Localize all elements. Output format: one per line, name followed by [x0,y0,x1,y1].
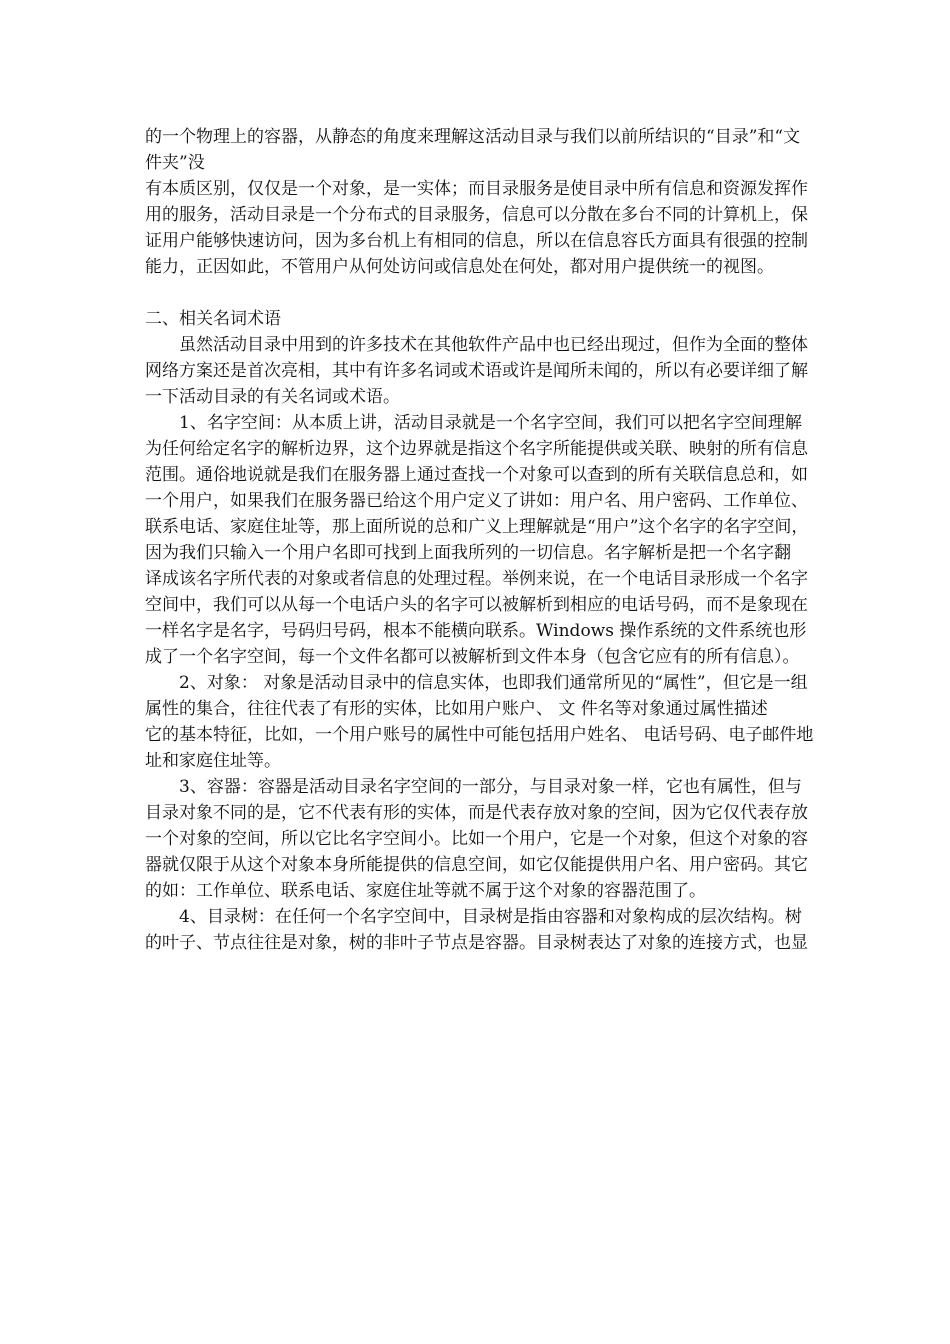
paragraph: 译成该名字所代表的对象或者信息的处理过程。举例来说，在一个电话目录形成一个名字空间中，我们可以从每一个电话户头的名字可以被解析到相应的电话号码，而不是象现在 [145,569,808,615]
paragraph: 它的基本特征，比如，一个用户账号的属性中可能包括用户姓名、 电话号码、电子邮件地址和家庭住址等。 [145,725,814,771]
paragraph: 一个对象的空间，所以它比名字空间小。比如一个用户，它是一个对象，但这个对象的容器就仅限于从这个对象本身所能提供的信息空间，如它仅能提供用户名、用户密码。其它 [145,829,808,875]
paragraph: 联系电话、家庭住址等，那上面所说的总和广义上理解就是“用户”这个名字的名字空间，因为我们只输入一个用户名即可找到上面我所列的一切信息。名字解析是把一个名字翻 [145,517,809,563]
paragraph: 的如：工作单位、联系电话、家庭住址等就不属于这个对象的容器范围了。 [145,881,706,901]
blank-line [145,280,815,306]
section-heading: 二、相关名词术语 [145,309,281,329]
paragraph: 证用户能够快速访问，因为多台机上有相同的信息，所以在信息容氏方面具有很强的控制能力，正因如此，不管用户从何处访问或信息处在何处，都对用户提供统一的视图。 [145,231,808,277]
document-body [145,124,815,956]
paragraph: 范围。通俗地说就是我们在服务器上通过查找一个对象可以查到的所有关联信息总和，如一个用户，如果我们在服务器已给这个用户定义了讲如：用户名、用户密码、工作单位、 [145,465,808,511]
paragraph-term-directory-tree: 4、目录树：在任何一个名字空间中，目录树是指由容器和对象构成的层次结构。树的叶子、节点往往是对象，树的非叶子节点是容器。目录树表达了对象的连接方式，也显 [145,907,808,953]
paragraph: 的一个物理上的容器，从静态的角度来理解这活动目录与我们以前所结识的“目录”和“文件夹”没 [145,127,801,173]
paragraph-term-container: 3、容器：容器是活动目录名字空间的一部分，与目录对象一样，它也有属性，但与目录对象不同的是，它不代表有形的实体，而是代表存放对象的空间，因为它仅代表存放 [145,777,808,823]
paragraph-term-object: 2、对象： 对象是活动目录中的信息实体，也即我们通常所见的“属性”，但它是一组属性的集合，往往代表了有形的实体，比如用户账户、 文 件名等对象通过属性描述 [145,673,808,719]
paragraph: 一样名字是名字，号码归号码，根本不能横向联系。Windows 操作系统的文件系统也形成了一个名字空间，每一个文件名都可以被解析到文件本身（包含它应有的所有信息）。 [145,621,807,667]
paragraph: 一下活动目录的有关名词或术语。 [145,387,400,407]
paragraph: 虽然活动目录中用到的许多技术在其他软件产品中也已经出现过，但作为全面的整体网络方案还是首次亮相，其中有许多名词或术语或许是闻所未闻的，所以有必要详细了解 [145,335,808,381]
paragraph: 有本质区别，仅仅是一个对象，是一实体；而目录服务是使目录中所有信息和资源发挥作用的服务，活动目录是一个分布式的目录服务，信息可以分散在多台不同的计算机上，保 [145,179,808,225]
paragraph-term-namespace: 1、名字空间：从本质上讲，活动目录就是一个名字空间，我们可以把名字空间理解为任何给定名字的解析边界，这个边界就是指这个名字所能提供或关联、映射的所有信息 [145,413,808,459]
